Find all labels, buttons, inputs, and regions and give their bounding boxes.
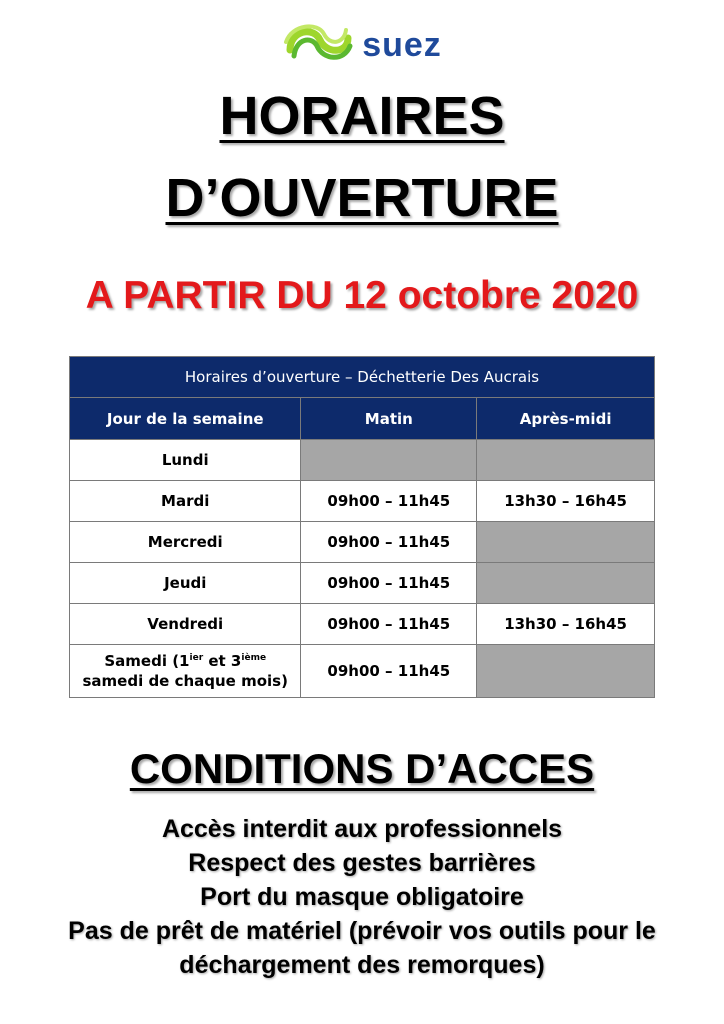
condition-item: Accès interdit aux professionnels <box>161 815 563 843</box>
day-cell <box>70 645 301 698</box>
suez-swirl-icon <box>282 20 356 70</box>
table-caption-row <box>70 357 655 398</box>
day-cell: Vendredi <box>70 604 301 645</box>
table-caption: Horaires d’ouverture – Déchetterie Des Aucrais <box>70 357 655 398</box>
morning-cell: 09h00 – 11h45 <box>301 563 477 604</box>
day-superscript: ième <box>241 653 267 663</box>
table-row-jeudi <box>70 563 655 604</box>
day-text-part: samedi de chaque mois) <box>82 672 288 690</box>
table-row-lundi <box>70 440 655 481</box>
header-morning: Matin <box>301 398 477 440</box>
page-title-line-1: HORAIRES <box>219 86 505 146</box>
page-title-line-2: D’OUVERTURE <box>165 168 559 228</box>
afternoon-cell-closed <box>477 563 655 604</box>
table-row-vendredi <box>70 604 655 645</box>
afternoon-cell-closed <box>477 440 655 481</box>
afternoon-cell-closed <box>477 522 655 563</box>
morning-cell: 09h00 – 11h45 <box>301 481 477 522</box>
day-text-part: et 3 <box>203 652 242 670</box>
day-text-part: Samedi (1 <box>104 652 190 670</box>
morning-cell: 09h00 – 11h45 <box>301 645 477 698</box>
afternoon-cell-closed <box>477 645 655 698</box>
day-cell: Mercredi <box>70 522 301 563</box>
condition-item: Port du masque obligatoire <box>200 883 524 911</box>
table-row-mardi <box>70 481 655 522</box>
day-superscript: ier <box>189 653 204 663</box>
afternoon-cell: 13h30 – 16h45 <box>477 604 655 645</box>
opening-hours-table <box>69 356 655 698</box>
header-afternoon: Après-midi <box>477 398 655 440</box>
day-cell: Mardi <box>70 481 301 522</box>
morning-cell: 09h00 – 11h45 <box>301 522 477 563</box>
table-row-samedi <box>70 645 655 698</box>
afternoon-cell: 13h30 – 16h45 <box>477 481 655 522</box>
condition-item: Pas de prêt de matériel (prévoir vos outils pour le <box>68 917 656 945</box>
conditions-list <box>0 812 724 982</box>
day-cell: Lundi <box>70 440 301 481</box>
suez-logo-text: suez <box>362 26 442 64</box>
morning-cell: 09h00 – 11h45 <box>301 604 477 645</box>
condition-item: Respect des gestes barrières <box>188 849 536 877</box>
header-day: Jour de la semaine <box>70 398 301 440</box>
suez-logo <box>0 20 724 70</box>
condition-item: déchargement des remorques) <box>179 951 545 979</box>
day-cell: Jeudi <box>70 563 301 604</box>
table-header-row <box>70 398 655 440</box>
morning-cell-closed <box>301 440 477 481</box>
effective-date-notice: A PARTIR DU 12 octobre 2020 <box>85 274 639 317</box>
conditions-title: CONDITIONS D’ACCES <box>129 745 595 792</box>
table-row-mercredi <box>70 522 655 563</box>
